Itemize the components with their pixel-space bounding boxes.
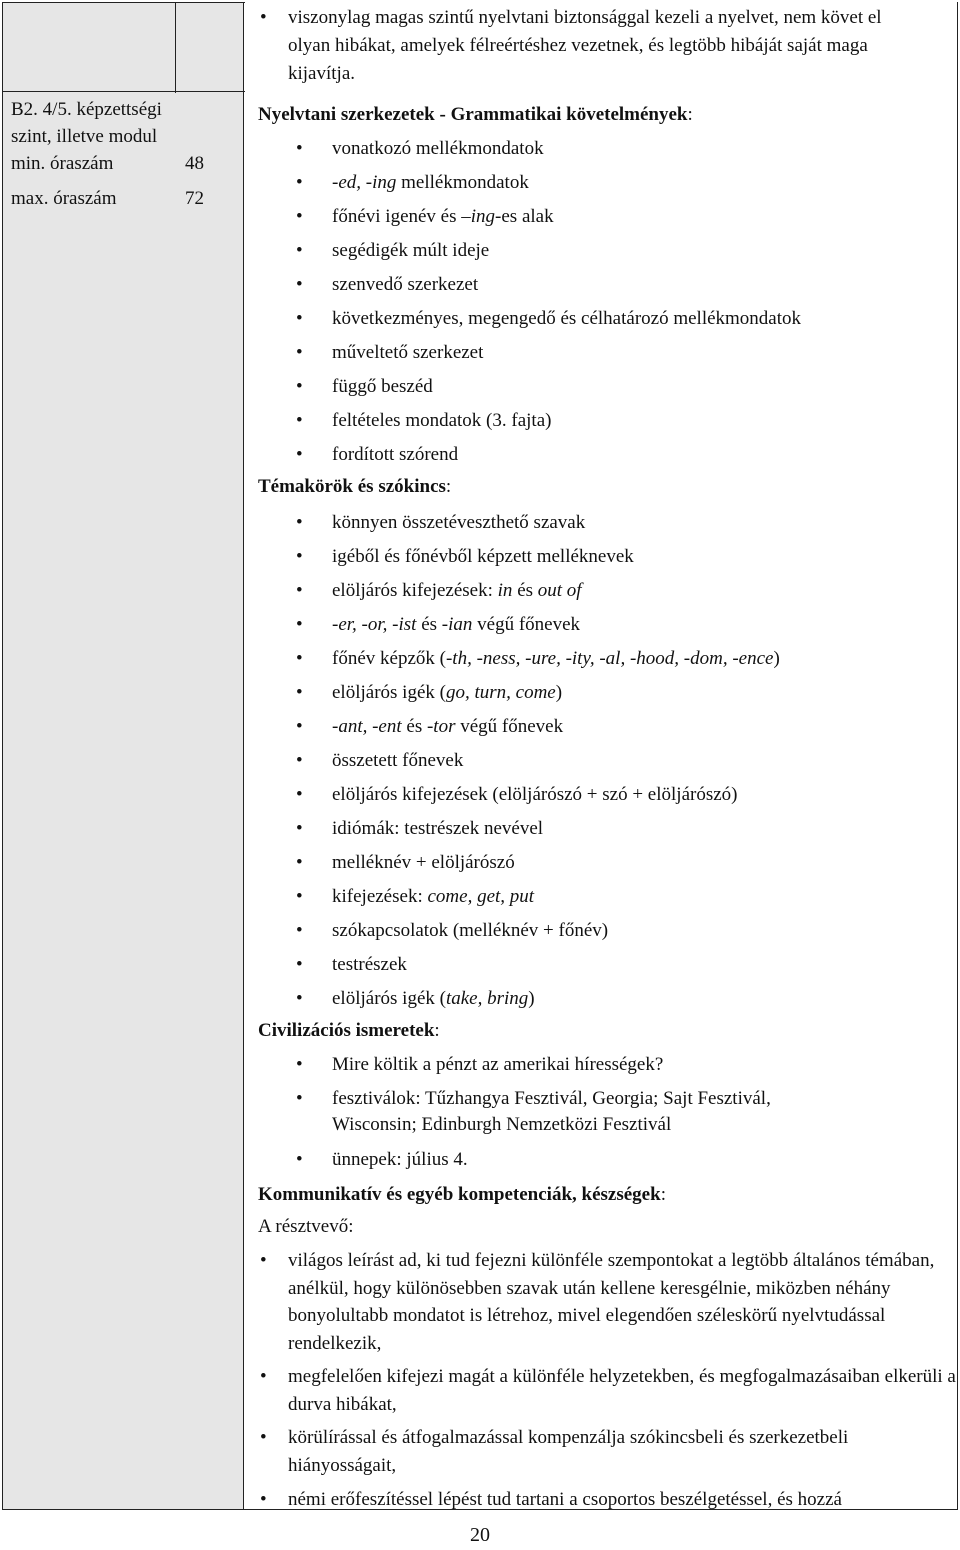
list-item: • fordított szórend [332, 444, 458, 466]
list-item: • elöljárós igék (take, bring) [332, 988, 535, 1010]
list-item: • -ed, -ing mellékmondatok [332, 172, 529, 194]
list-item: • melléknév + elöljárószó [332, 852, 515, 874]
module-info [11, 96, 239, 212]
list-item: • elöljárós kifejezések: in és out of [332, 580, 582, 602]
list-item: • főnév képzők (-th, -ness, -ure, -ity, -al, -hood, -dom, -ence) [332, 648, 780, 670]
participant-label: A résztvevő: [258, 1216, 354, 1237]
list-item: • főnévi igenév és –ing-es alak [332, 206, 554, 228]
list-item: • -ant, -ent és -tor végű főnevek [332, 716, 563, 738]
list-item: • igéből és főnévből képzett melléknevek [332, 546, 634, 568]
curriculum-table [2, 2, 958, 1510]
list-item: • testrészek [332, 954, 407, 976]
list-item: • megfelelően kifejezi magát a különféle helyzetekben, és megfogalmazásaiban elkerüli a durva hibákat, [288, 1363, 958, 1418]
list-item: • szenvedő szerkezet [332, 274, 478, 296]
min-hours-row [11, 150, 239, 177]
topics-heading [258, 476, 451, 498]
module-code-line2: szint, illetve modul [11, 126, 158, 147]
list-item: • idiómák: testrészek nevével [332, 818, 543, 840]
list-item: • szókapcsolatok (melléknév + főnév) [332, 920, 608, 942]
list-item: • elöljárós igék (go, turn, come) [332, 682, 562, 704]
list-item: • ünnepek: július 4. [332, 1149, 468, 1171]
list-item: • következményes, megengedő és célhatározó mellékmondatok [332, 308, 801, 330]
list-item: • függő beszéd [332, 376, 433, 398]
list-item: • segédigék múlt ideje [332, 240, 489, 262]
list-item: • némi erőfeszítéssel lépést tud tartani a csoportos beszélgetéssel, és hozzá [288, 1486, 958, 1514]
list-item: • könnyen összetéveszthető szavak [332, 512, 585, 534]
civ-heading [258, 1020, 440, 1042]
list-item: • kifejezések: come, get, put [332, 886, 534, 908]
grammar-heading-text: Nyelvtani szerkezetek - Grammatikai követelmények [258, 104, 688, 125]
list-item: • viszonylag magas szintű nyelvtani biztonsággal kezeli a nyelvet, nem követ el olyan hibákat, amelyek félreértéshez vezetnek, és legtöbb hibáját saját maga kijavítja. [288, 4, 928, 88]
cell-divider [175, 3, 176, 93]
civ-heading-colon: : [434, 1020, 440, 1041]
list-item: • műveltető szerkezet [332, 342, 483, 364]
list-item: • Mire költik a pénzt az amerikai hírességek? [332, 1054, 663, 1076]
topics-heading-colon: : [445, 476, 452, 497]
min-hours-value: 48 [185, 153, 204, 174]
list-item-continuation: Wisconsin; Edinburgh Nemzetközi Fesztivál [332, 1114, 672, 1135]
max-hours-value: 72 [185, 188, 204, 209]
list-item: • fesztiválok: Tűzhangya Fesztivál, Georgia; Sajt Fesztivál, [332, 1088, 771, 1110]
module-code-line1: B2. 4/5. képzettségi [11, 99, 162, 120]
comm-heading-text: Kommunikatív és egyéb kompetenciák, készségek [258, 1184, 661, 1205]
module-column [2, 2, 244, 1510]
topics-heading-text: Témakörök és szókincs [258, 476, 446, 497]
max-hours-row [11, 185, 239, 212]
list-item: • körülírással és átfogalmazással kompenzálja szókincsbeli és szerkezetbeli hiányosságait, [288, 1424, 958, 1479]
list-item: • összetett főnevek [332, 750, 463, 772]
comm-heading [258, 1184, 666, 1206]
list-item: • feltételes mondatok (3. fajta) [332, 410, 551, 432]
list-item: • világos leírást ad, ki tud fejezni különféle szempontokat a legtöbb általános témában, anélkül, hogy különösebben szavak után kellene keresgélnie, miközben néhány bonyolultabb mondatot is létrehoz, mivel elegendően széleskörű nyelvtudással rendelkezik, [288, 1247, 958, 1357]
grammar-heading-colon: : [687, 104, 693, 125]
page-number: 20 [470, 1524, 490, 1546]
header-cell [3, 2, 245, 92]
max-hours-label: max. óraszám [11, 188, 117, 209]
list-item: • vonatkozó mellékmondatok [332, 138, 544, 160]
comm-heading-colon: : [660, 1184, 666, 1205]
grammar-heading [258, 104, 693, 126]
min-hours-label: min. óraszám [11, 153, 114, 174]
civ-heading-text: Civilizációs ismeretek [258, 1020, 435, 1041]
list-item: • elöljárós kifejezések (elöljárószó + szó + elöljárószó) [332, 784, 738, 806]
list-item: • -er, -or, -ist és -ian végű főnevek [332, 614, 580, 636]
